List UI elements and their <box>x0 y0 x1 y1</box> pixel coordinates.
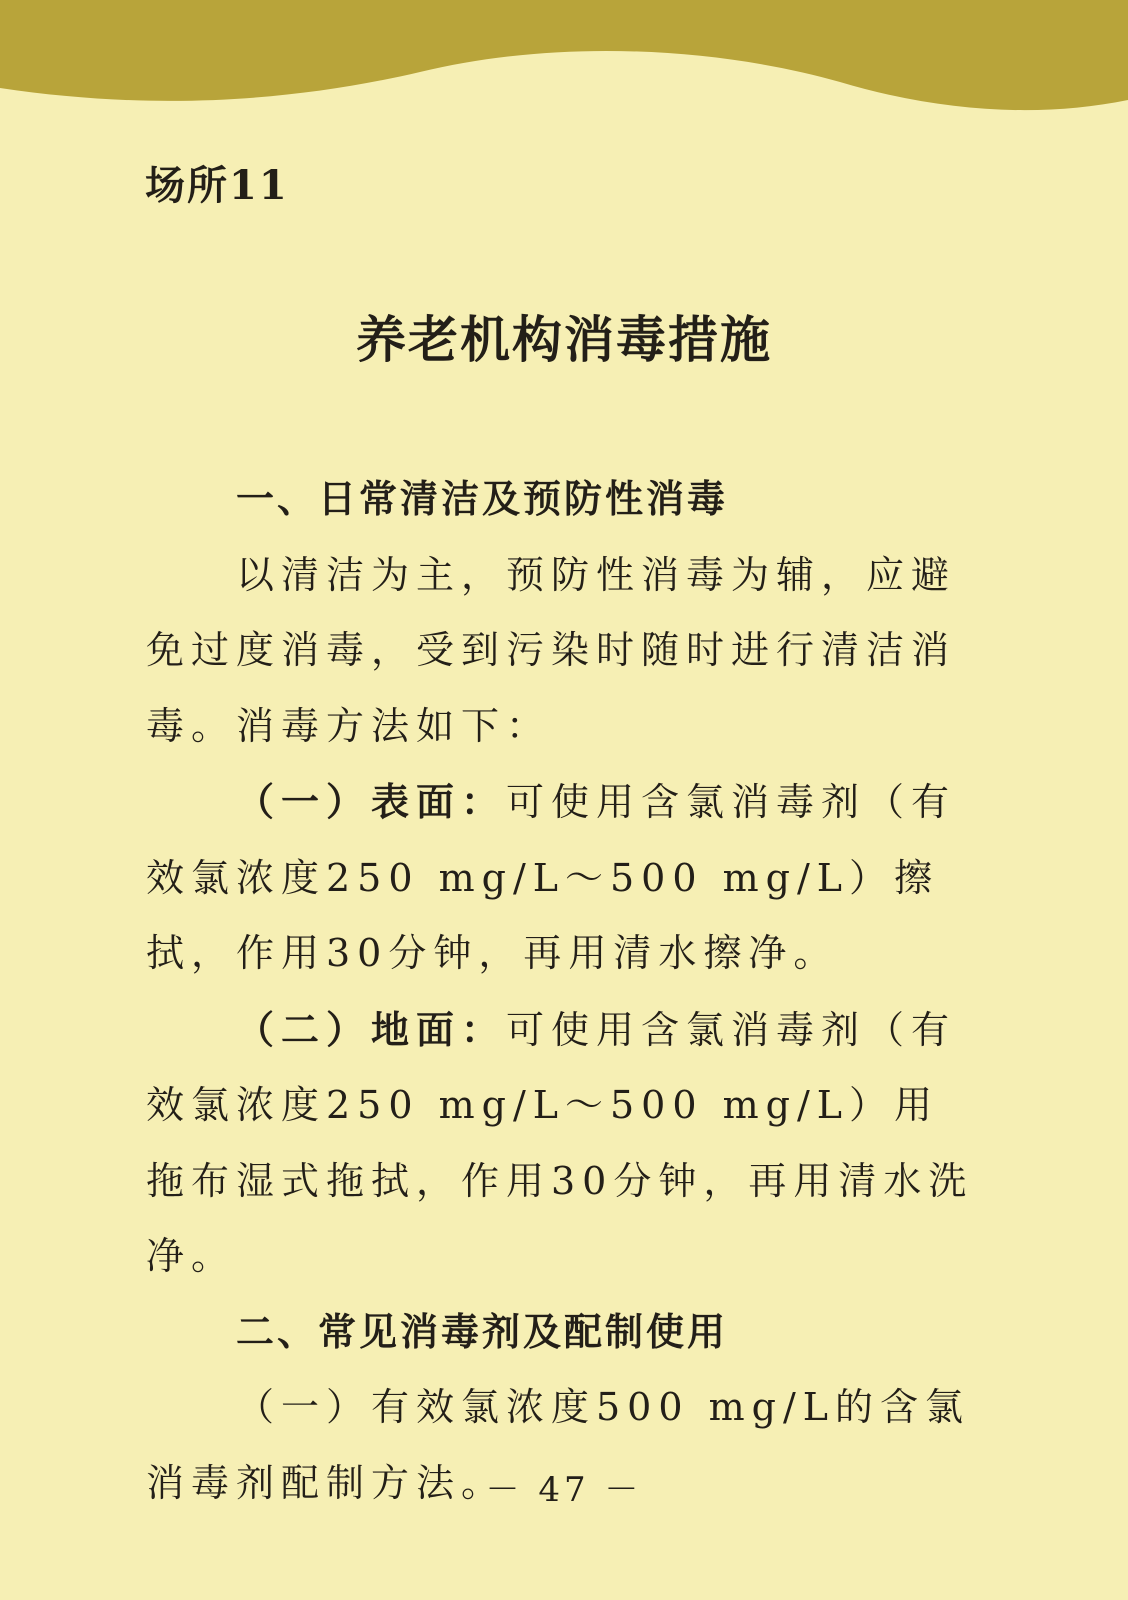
page-number: － 47 － <box>485 1470 643 1510</box>
section1-item2 <box>146 992 982 1295</box>
place-label: 场所11 <box>145 162 289 209</box>
section1-item2-text: 可使用含氯消毒剂（有效氯浓度250 mg/L～500 mg/L）用拖布湿式拖拭，作用30分钟，再用清水洗净。 <box>146 1007 974 1278</box>
section1-heading: 一、日常清洁及预防性消毒 <box>236 477 729 521</box>
header-wave-shape <box>0 0 1128 110</box>
section2-item1: （一）有效氯浓度500 mg/L的含氯消毒剂配制方法。 <box>146 1385 971 1505</box>
body-content <box>146 462 982 1521</box>
header-wave-decoration <box>0 0 1128 130</box>
section1-item2-lead: （二）地面： <box>236 1006 507 1052</box>
section1-item1 <box>146 764 982 992</box>
section1-intro: 以清洁为主，预防性消毒为辅，应避免过度消毒，受到污染时随时进行清洁消毒。消毒方法如下： <box>146 552 957 748</box>
section1-item1-text: 可使用含氯消毒剂（有效氯浓度250 mg/L～500 mg/L）擦拭，作用30分钟，再用清水擦净。 <box>146 780 957 975</box>
section1-item1-lead: （一）表面： <box>236 779 507 824</box>
page-title: 养老机构消毒措施 <box>356 310 772 369</box>
section2-heading: 二、常见消毒剂及配制使用 <box>236 1309 729 1354</box>
